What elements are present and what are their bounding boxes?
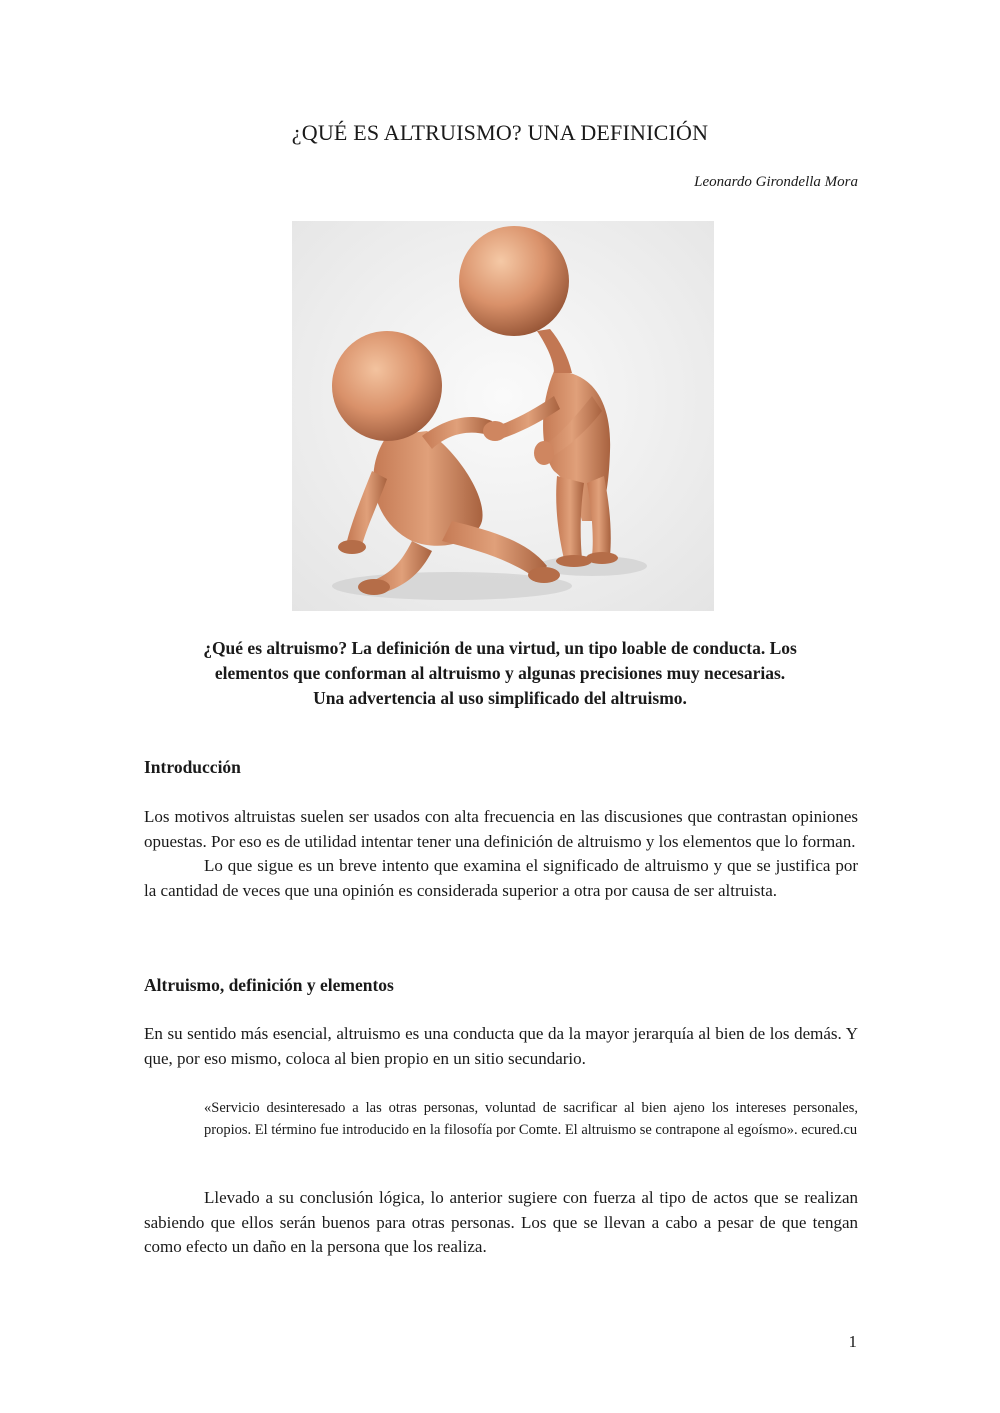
section-heading-introduccion: Introducción xyxy=(144,757,241,777)
section-heading-definicion: Altruismo, definición y elementos xyxy=(144,975,394,995)
author-name: Leonardo Girondella Mora xyxy=(694,174,858,190)
definition-paragraph-2 xyxy=(144,1186,858,1260)
subtitle-line-3: Una advertencia al uso simplificado del altruismo. xyxy=(313,688,687,708)
definition-paragraph-1: En su sentido más esencial, altruismo es una conducta que da la mayor jerarquía al bien de los demás. Y que, por eso mismo, coloca al bien propio en un sitio secundario. xyxy=(144,1024,858,1068)
blockquote-ecured: «Servicio desinteresado a las otras personas, voluntad de sacrificar al bien ajeno los intereses personales, propios. El término fue introducido en la filosofía por Comte. El altruismo se contrapone al egoísmo». ecured.cu xyxy=(204,1100,858,1138)
page-number: 1 xyxy=(848,1332,857,1351)
subtitle-line-1: ¿Qué es altruismo? La definición de una virtud, un tipo loable de conducta. Los xyxy=(203,638,797,658)
intro-paragraph-1: Los motivos altruistas suelen ser usados con alta frecuencia en las discusiones que contrastan opiniones opuestas. Por eso es de utilidad intentar tener una definición de altruismo y los elementos que lo forman. xyxy=(144,807,858,851)
page-title: ¿QUÉ ES ALTRUISMO? UNA DEFINICIÓN xyxy=(291,120,709,145)
definition-paragraph-2-text: Llevado a su conclusión lógica, lo anterior sugiere con fuerza al tipo de actos que se realizan sabiendo que ellos serán buenos para otras personas. Los que se llevan a cabo a pesar de que tengan como efecto un daño en la persona que los realiza. xyxy=(144,1188,858,1256)
intro-paragraph-2: Lo que sigue es un breve intento que examina el significado de altruismo y que se justifica por la cantidad de veces que una opinión es considerada superior a otra por causa de ser altruista. xyxy=(144,856,858,900)
two-figures-helping-icon xyxy=(292,221,714,611)
subtitle-line-2: elementos que conforman al altruismo y algunas precisiones muy necesarias. xyxy=(214,663,786,683)
document-subtitle xyxy=(142,636,858,711)
intro-paragraphs xyxy=(144,805,858,903)
